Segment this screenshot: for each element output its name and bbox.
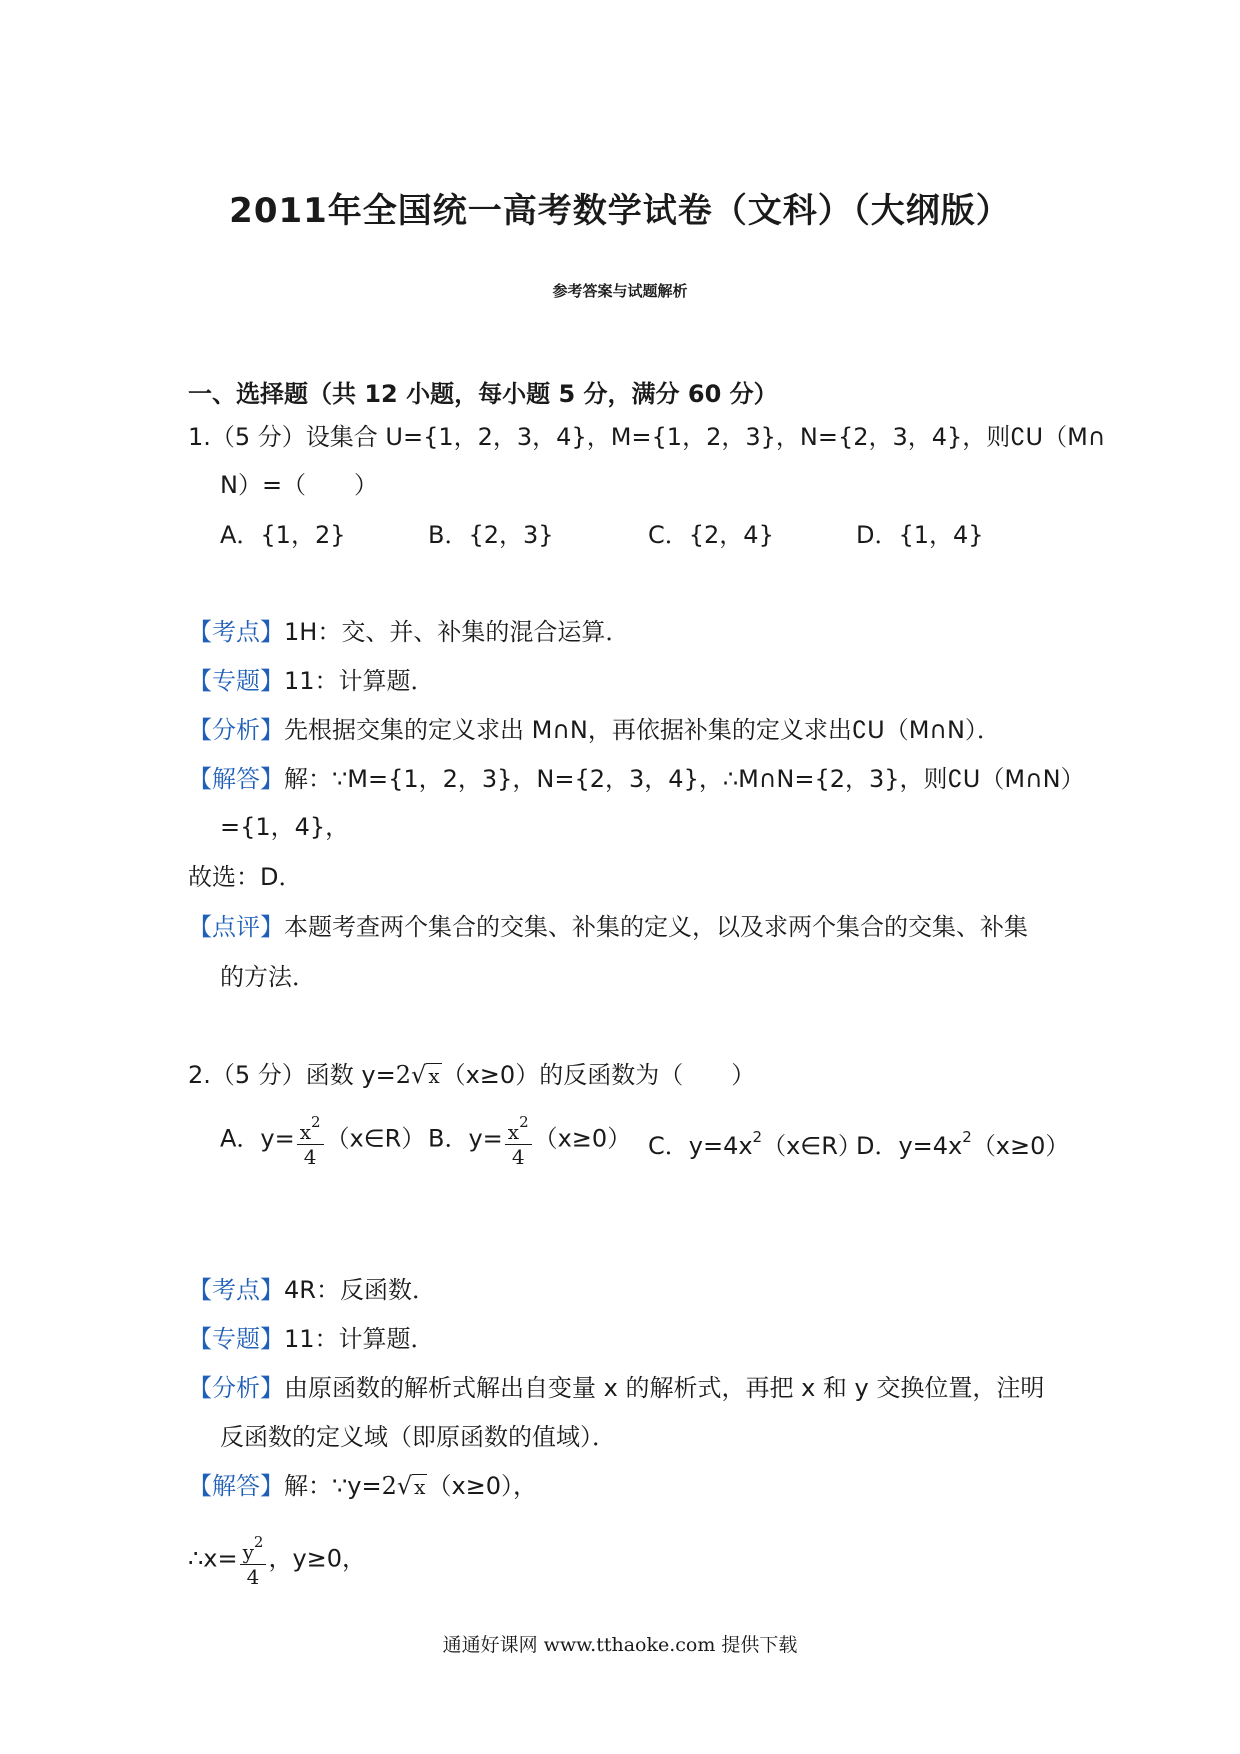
q2-zhuanti-tag: 【专题】 (188, 1325, 284, 1353)
q2-jieda-sqrt-radicand: x (414, 1475, 426, 1499)
q1-fenxi-text: 先根据交集的定义求出 M∩N，再依据补集的定义求出∁U（M∩N）． (284, 716, 1001, 744)
q1-kaodian-tag: 【考点】 (188, 618, 284, 646)
q2-jieda-sqrt: 2√ x (381, 1472, 426, 1500)
q1-jieda-tag: 【解答】 (188, 765, 284, 793)
q2-jieda-tag: 【解答】 (188, 1472, 284, 1500)
q2-step-num: y (242, 1540, 254, 1564)
q1-kaodian (188, 617, 629, 647)
q2-option-b-fraction (505, 1110, 532, 1169)
q2-option-c-post: （x∈R） (762, 1132, 862, 1160)
q1-zhuanti-tag: 【专题】 (188, 667, 284, 695)
q2-jieda (188, 1471, 537, 1502)
q2-stem-post: （x≥0）的反函数为（ ） (441, 1061, 756, 1089)
q2-jieda-sqrt-coef: 2 (381, 1472, 397, 1500)
q2-stem-pre: 2.（5 分）函数 y= (188, 1061, 396, 1089)
page-subtitle: 参考答案与试题解析 (552, 282, 688, 300)
section-header: 一、选择题（共 12 小题，每小题 5 分，满分 60 分） (188, 380, 778, 408)
q2-step (188, 1530, 366, 1589)
q2-option-d-exp: 2 (962, 1128, 972, 1146)
q2-kaodian-text: 4R：反函数． (284, 1276, 436, 1304)
q2-option-c-pre: C．y=4x (648, 1132, 753, 1160)
q2-jieda-pre: 解：∵y= (284, 1472, 382, 1500)
q2-option-b-post: （x≥0） (533, 1124, 632, 1153)
q1-option-d: D．{1，4} (856, 521, 984, 549)
q2-option-d (856, 1122, 1069, 1161)
footer-credit: 通通好课网 www.tthaoke.com 提供下载 (442, 1634, 798, 1656)
q2-sqrt-expr: 2√ x (395, 1061, 440, 1089)
q2-zhuanti-text: 11：计算题． (284, 1325, 435, 1353)
q1-option-a: A．{1，2} (220, 521, 346, 549)
q2-sqrt-coef: 2 (395, 1061, 412, 1089)
q2-stem (188, 1060, 755, 1091)
q2-option-b-exp: 2 (519, 1113, 529, 1131)
q1-dianping (188, 912, 1028, 942)
q2-option-b (428, 1110, 631, 1169)
q2-zhuanti (188, 1324, 435, 1354)
q1-option-c: C．{2，4} (648, 521, 774, 549)
page-title: 2011年全国统一高考数学试卷（文科）（大纲版） (229, 191, 1011, 231)
q1-answer: 故选：D． (188, 863, 303, 891)
q1-dianping-line1: 本题考查两个集合的交集、补集的定义，以及求两个集合的交集、补集 (284, 913, 1028, 941)
q1-zhuanti-text: 11：计算题． (284, 667, 435, 695)
q2-option-b-den: 4 (511, 1145, 525, 1169)
q2-option-a-fraction (297, 1110, 324, 1169)
q2-step-fraction (240, 1530, 267, 1589)
q1-dianping-tag: 【点评】 (188, 913, 284, 941)
q2-kaodian (188, 1275, 436, 1305)
q2-sqrt-radicand: x (428, 1064, 440, 1088)
q2-fenxi-line1: 由原函数的解析式解出自变量 x 的解析式，再把 x 和 y 交换位置，注明 (284, 1374, 1045, 1402)
q2-option-d-post: （x≥0） (971, 1132, 1070, 1160)
q2-fenxi-line2: 反函数的定义域（即原函数的值域）． (220, 1423, 616, 1451)
q2-step-post: ，y≥0， (268, 1544, 367, 1573)
q2-step-pre: ∴x= (188, 1544, 238, 1573)
q1-stem-line2: N）=（ ） (220, 471, 379, 499)
q1-dianping-line2: 的方法． (220, 963, 316, 991)
q2-step-exp: 2 (253, 1533, 264, 1551)
q1-stem-line1: 1.（5 分）设集合 U={1，2，3，4}，M={1，2，3}，N={2，3，4}，则∁U（M∩ (188, 423, 1106, 451)
q1-option-b: B．{2，3} (428, 521, 554, 549)
q2-fenxi (188, 1373, 1044, 1403)
q2-jieda-post: （x≥0）， (427, 1472, 538, 1500)
q2-option-a-num: x (299, 1120, 312, 1144)
q2-option-a-exp: 2 (311, 1113, 321, 1131)
q2-option-c (648, 1122, 862, 1161)
q2-option-d-pre: D．y=4x (856, 1132, 963, 1160)
q1-jieda (188, 764, 1085, 794)
q1-zhuanti (188, 666, 435, 696)
q1-jieda-line1: 解：∵M={1，2，3}，N={2，3，4}，∴M∩N={2，3}，则∁U（M∩N） (284, 765, 1085, 793)
q2-option-c-exp: 2 (752, 1128, 763, 1146)
q2-option-b-num: x (507, 1120, 520, 1144)
q2-step-den: 4 (246, 1565, 260, 1589)
q1-fenxi (188, 715, 1001, 745)
q2-option-a-den: 4 (303, 1145, 317, 1169)
q2-option-a-pre: A．y= (220, 1124, 295, 1153)
q1-kaodian-text: 1H：交、并、补集的混合运算． (284, 618, 630, 646)
q2-option-a (220, 1110, 425, 1169)
q2-option-a-post: （x∈R） (325, 1124, 426, 1153)
q2-fenxi-tag: 【分析】 (188, 1374, 284, 1402)
q2-option-b-pre: B．y= (428, 1124, 503, 1153)
q1-fenxi-tag: 【分析】 (188, 716, 284, 744)
q2-kaodian-tag: 【考点】 (188, 1276, 284, 1304)
q1-jieda-line2: ={1，4}， (220, 813, 350, 841)
